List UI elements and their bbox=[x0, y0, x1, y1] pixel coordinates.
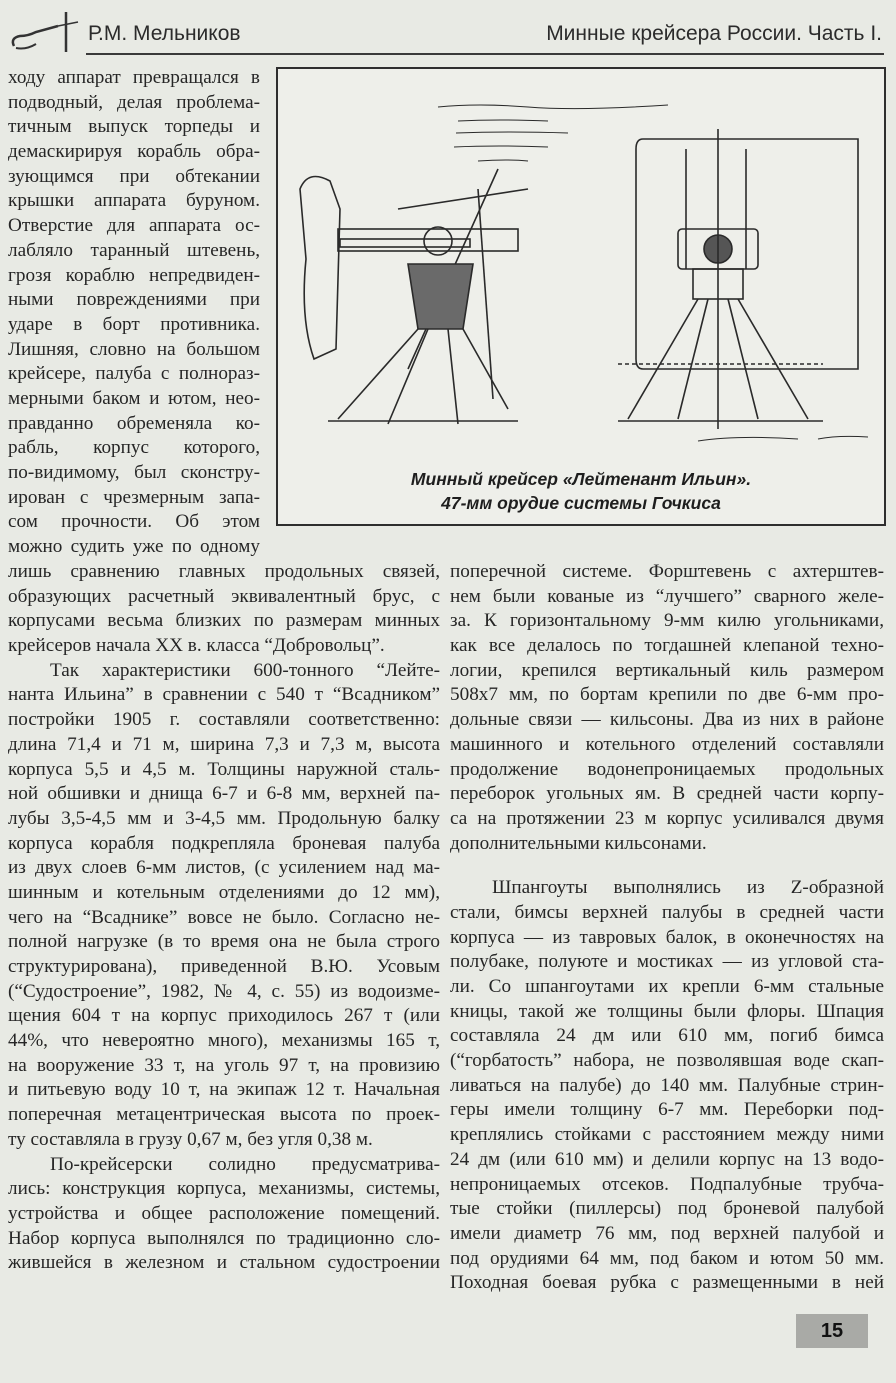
text-line: логии, крепился вертикальный киль размером bbox=[450, 659, 884, 681]
text-line: крышки аппарата буруном. bbox=[8, 190, 260, 212]
side-view-gun bbox=[300, 169, 528, 424]
page-number: 15 bbox=[796, 1314, 868, 1348]
text-line: составляла 24 дм или 610 мм, погиб бимса bbox=[450, 1025, 884, 1047]
text-line: постройки 1905 г. составляли соответственно: bbox=[8, 709, 440, 731]
text-line: ходу аппарат превращался в bbox=[8, 67, 260, 88]
running-header-author: Р.М. Мельников bbox=[88, 22, 241, 45]
text-line: Лишняя, словно на большом bbox=[8, 338, 260, 360]
figure-gun-drawing bbox=[276, 67, 886, 526]
handwritten-title-block bbox=[438, 105, 668, 161]
text-line: поперечная метацентрическая высота по проек- bbox=[8, 1104, 440, 1126]
text-line: креплялись стойками с расстоянием между ними bbox=[450, 1124, 884, 1146]
text-line: полной нагрузке (в то время она не была строго bbox=[8, 931, 440, 953]
text-line: 24 дм (или 610 мм) и делили корпус на 13 водо- bbox=[450, 1148, 884, 1170]
text-line: тые стойки (пиллерсы) под броневой палубой bbox=[450, 1198, 884, 1220]
text-line: поперечной системе. Форштевень с ахтерштев- bbox=[450, 561, 884, 582]
text-line: по-видимому, был сконстру- bbox=[8, 462, 260, 483]
text-line: са на протяжении 23 м корпус усиливался двумя bbox=[450, 807, 884, 829]
text-column-right bbox=[450, 560, 884, 1296]
text-line: кницы, такой же толщины были флоры. Шпация bbox=[450, 1000, 884, 1022]
text-line: ливаться на палубе) до 140 мм. Палубные стрин- bbox=[450, 1074, 884, 1096]
text-line: продолжение водонепроницаемых продольных bbox=[450, 758, 884, 780]
text-line: нем были кованые из “лучшего” сварного желе- bbox=[450, 585, 884, 607]
text-line: структурирована), приведенной В.Ю. Усовым bbox=[8, 956, 440, 977]
text-line: и питьевую воду 10 т, на экипаж 12 т. Начальная bbox=[8, 1079, 440, 1101]
text-line: 44%, что невероятно много), механизмы 165 т, bbox=[8, 1030, 440, 1052]
text-line: переборок угольных ям. В средней части корпу- bbox=[450, 783, 884, 805]
text-line: устройства и общее расположение помещений. bbox=[8, 1202, 440, 1224]
text-line: ными повреждениями при bbox=[8, 289, 260, 311]
text-line: 508x7 мм, по бортам крепили по две 6-мм про- bbox=[450, 684, 884, 706]
text-line: зующимся при обтекании bbox=[8, 165, 260, 187]
text-line: (“Судостроение”, 1982, № 4, с. 55) из водоизме- bbox=[8, 980, 440, 1002]
text-line: лишь сравнению главных продольных связей, bbox=[8, 561, 440, 582]
text-line: подводный, делая проблема- bbox=[8, 91, 260, 113]
text-line: лабляло таранный штевень, bbox=[8, 239, 260, 261]
header-divider bbox=[86, 53, 884, 55]
text-line: машинного и котельного отделений составляли bbox=[450, 733, 884, 755]
text-line: корпуса корабля подкрепляла броневая палуба bbox=[8, 832, 440, 854]
text-line: ту составляла в грузу 0,67 м, без угля 0,38 м. bbox=[8, 1128, 373, 1150]
text-line: (“горбатость” набора, не позволявшая воде скап- bbox=[450, 1050, 884, 1072]
figure-caption-line-2: 47-мм орудие системы Гочкиса bbox=[441, 493, 721, 513]
text-line: правданно обременяла ко- bbox=[8, 412, 260, 434]
text-line: Набор корпуса выполнялся по традиционно сло- bbox=[8, 1227, 440, 1249]
text-line: можно судить уже по одному bbox=[8, 536, 260, 558]
text-line: шинным и котельным отделениями до 12 мм), bbox=[8, 881, 440, 903]
text-column-left bbox=[8, 560, 440, 1276]
text-line: геры имели толщину 6-7 мм. Переборки под- bbox=[450, 1099, 884, 1121]
text-line: корпусами весьма близких по размерам минных bbox=[8, 610, 440, 632]
text-line: демаскирируя корабль обра- bbox=[8, 141, 260, 163]
text-line: чего на “Всаднике” вовсе не было. Согласно не- bbox=[8, 906, 440, 928]
text-line: дополнительными кильсонами. bbox=[450, 832, 707, 854]
text-line: По-крейсерски солидно предусматрива- bbox=[50, 1153, 440, 1175]
text-line: рабль, корпус которого, bbox=[8, 437, 260, 459]
text-line: Отверстие для аппарата ос- bbox=[8, 215, 260, 237]
text-line: нанта Ильина” в сравнении с 540 т “Всадником” bbox=[8, 684, 440, 706]
text-line: грозя кораблю непредвиден- bbox=[8, 264, 260, 286]
figure-caption-line-1: Минный крейсер «Лейтенант Ильин». bbox=[410, 469, 752, 489]
text-line: непроницаемых отсеков. Подпалубные трубча- bbox=[450, 1173, 884, 1195]
text-line: образующих расчетный эквивалентный брус, с bbox=[8, 585, 440, 607]
text-line: корпуса 5,5 и 4,5 м. Толщины наружной сталь- bbox=[8, 758, 440, 780]
text-line: лубы 3,5-4,5 мм и 3-4,5 мм. Продольную балку bbox=[8, 807, 440, 829]
text-line: ли. Со шпангоутами их крепли 6-мм стальные bbox=[450, 976, 884, 997]
paragraph-gap bbox=[450, 856, 884, 876]
text-line: ной обшивки и днища 6-7 и 6-8 мм, верхней па- bbox=[8, 783, 440, 805]
text-line: ударе в борт противника. bbox=[8, 313, 260, 335]
text-column-top-left bbox=[8, 66, 260, 560]
text-line: тичным выпуск торпеды и bbox=[8, 116, 260, 138]
text-line: корпуса — из тавровых балок, в оконечностях на bbox=[450, 926, 884, 948]
text-line: крейсере, палуба с полнораз- bbox=[8, 363, 260, 385]
text-line: полубаке, полуюте и мостиках — из угловой ста- bbox=[450, 951, 884, 973]
text-line: имели диаметр 76 мм, под верхней палубой и bbox=[450, 1222, 884, 1244]
text-line: длина 71,4 и 71 м, ширина 7,3 и 7,3 м, высота bbox=[8, 733, 440, 755]
text-line: лись: конструкция корпуса, механизмы, системы, bbox=[8, 1178, 440, 1200]
signatures bbox=[698, 436, 868, 441]
text-line: ирован с чрезмерным запа- bbox=[8, 486, 260, 508]
text-line: щения 604 т на корпус приходилось 267 т (или bbox=[8, 1005, 440, 1027]
running-header-book-title: Минные крейсера России. Часть I. bbox=[546, 22, 882, 45]
text-line: как все делалось по тогдашней клепаной техно- bbox=[450, 635, 884, 657]
front-view-gun bbox=[618, 129, 858, 429]
text-line: жившейся в железном и стальном судостроении bbox=[8, 1252, 440, 1274]
publisher-logo-icon bbox=[6, 10, 80, 54]
text-line: на вооружение 33 т, на уголь 97 т, на провизию bbox=[8, 1054, 440, 1076]
text-line: Шпангоуты выполнялись из Z-образной bbox=[492, 877, 884, 899]
text-line: Так характеристики 600-тонного “Лейте- bbox=[50, 659, 440, 681]
text-line: из двух слоев 6-мм листов, (с усилением над ма- bbox=[8, 857, 440, 879]
text-line: под орудиями 64 мм, под баком и ютом 50 мм. bbox=[450, 1247, 884, 1269]
text-line: за. К горизонтальному 9-мм килю угольниками, bbox=[450, 610, 884, 632]
text-line: стали, бимсы верхней палубы в средней части bbox=[450, 901, 884, 923]
text-line: дольные связи — кильсоны. Два из них в районе bbox=[450, 709, 884, 731]
technical-drawing-illustration bbox=[278, 69, 884, 469]
text-line: мерными баком и ютом, нео- bbox=[8, 387, 260, 409]
text-line: крейсеров начала XX в. класса “Добровольц”. bbox=[8, 635, 385, 657]
text-line: Походная боевая рубка с размещенными в ней bbox=[450, 1272, 884, 1294]
text-line: сом прочности. Об этом bbox=[8, 511, 260, 533]
